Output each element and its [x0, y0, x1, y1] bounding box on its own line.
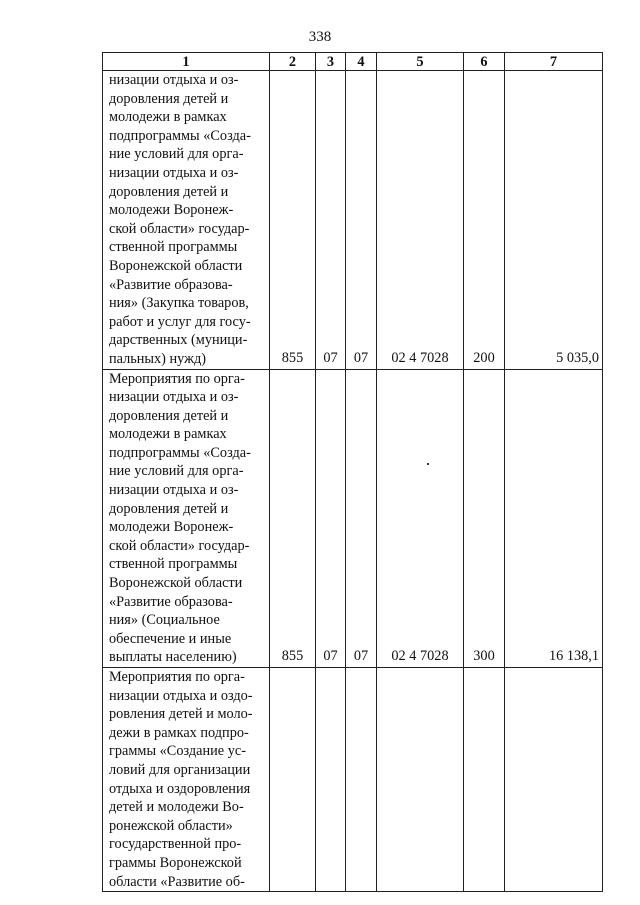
table-header-row: [103, 53, 603, 71]
header-col-5: 5: [377, 53, 464, 71]
description-line: детей и молодежи Во-: [109, 799, 244, 816]
target-article-code: [377, 668, 464, 892]
ministry-code: [270, 668, 316, 892]
row-description: [103, 668, 270, 892]
description-line: низации отдыха и оз-: [109, 482, 239, 499]
expense-type-code: 200: [464, 71, 505, 370]
description-line: «Развитие образова-: [109, 593, 233, 610]
description-line: подпрограммы «Созда-: [109, 127, 251, 144]
description-line: ния» (Социальное: [109, 612, 220, 629]
description-line: граммы Воронежской: [109, 854, 242, 871]
description-line: области «Развитие об-: [109, 873, 245, 890]
description-line: молодежи Воронеж-: [109, 202, 234, 219]
description-line: государственной про-: [109, 836, 242, 853]
description-line: низации отдыха и оздо-: [109, 687, 253, 704]
description-line: ственной программы: [109, 239, 238, 256]
page-number: 338: [308, 29, 332, 45]
header-col-4: 4: [346, 53, 377, 71]
description-line: низации отдыха и оз-: [109, 72, 239, 88]
description-line: доровления детей и: [109, 407, 229, 424]
budget-table: [102, 52, 603, 892]
description-line: «Развитие образова-: [109, 276, 233, 293]
description-line: отдыха и оздоровления: [109, 780, 251, 797]
description-line: ловий для организации: [109, 761, 251, 778]
description-line: ственной программы: [109, 556, 238, 573]
description-line: ровления детей и моло-: [109, 706, 253, 723]
description-line: низации отдыха и оз-: [109, 164, 239, 181]
header-col-6: 6: [464, 53, 505, 71]
scan-speck: [427, 463, 429, 465]
description-line: Воронежской области: [109, 257, 243, 274]
description-line: граммы «Создание ус-: [109, 743, 246, 760]
description-line: доровления детей и: [109, 183, 229, 200]
subsection-code: 07: [346, 369, 377, 668]
description-line: ние условий для орга-: [109, 146, 244, 163]
description-line: дарственных (муници-: [109, 332, 248, 349]
expense-type-code: 300: [464, 369, 505, 668]
description-line: доровления детей и: [109, 500, 229, 517]
expense-type-code: [464, 668, 505, 892]
ministry-code: 855: [270, 369, 316, 668]
table-row: [103, 668, 603, 892]
header-col-3: 3: [316, 53, 346, 71]
table-row: [103, 71, 603, 370]
description-line: дежи в рамках подпро-: [109, 724, 249, 741]
description-line: Воронежской области: [109, 575, 243, 592]
header-col-1: 1: [103, 53, 270, 71]
ministry-code: 855: [270, 71, 316, 370]
header-col-2: 2: [270, 53, 316, 71]
description-line: доровления детей и: [109, 90, 229, 107]
description-line: Мероприятия по орга-: [109, 669, 245, 685]
amount: [505, 668, 603, 892]
description-line: ние условий для орга-: [109, 463, 244, 480]
description-line: молодежи в рамках: [109, 109, 227, 126]
description-line: пальных) нужд): [109, 350, 207, 367]
description-line: ской области» государ-: [109, 220, 250, 237]
description-line: ской области» государ-: [109, 537, 250, 554]
amount: 5 035,0: [505, 71, 603, 370]
description-line: Мероприятия по орга-: [109, 370, 245, 387]
description-line: ния» (Закупка товаров,: [109, 295, 249, 312]
target-article-code: 02 4 7028: [377, 369, 464, 668]
description-line: работ и услуг для госу-: [109, 313, 251, 330]
amount: 16 138,1: [505, 369, 603, 668]
description-line: подпрограммы «Созда-: [109, 444, 251, 461]
row-description: [103, 369, 270, 668]
target-article-code: 02 4 7028: [377, 71, 464, 370]
description-line: выплаты населению): [109, 649, 237, 666]
description-line: ронежской области»: [109, 817, 233, 834]
row-description: [103, 71, 270, 370]
description-line: молодежи Воронеж-: [109, 519, 234, 536]
table-row: [103, 369, 603, 668]
subsection-code: 07: [346, 71, 377, 370]
description-line: обеспечение и иные: [109, 630, 232, 647]
header-col-7: 7: [505, 53, 603, 71]
section-code: 07: [316, 369, 346, 668]
description-line: молодежи в рамках: [109, 426, 227, 443]
section-code: [316, 668, 346, 892]
description-line: низации отдыха и оз-: [109, 389, 239, 406]
subsection-code: [346, 668, 377, 892]
section-code: 07: [316, 71, 346, 370]
